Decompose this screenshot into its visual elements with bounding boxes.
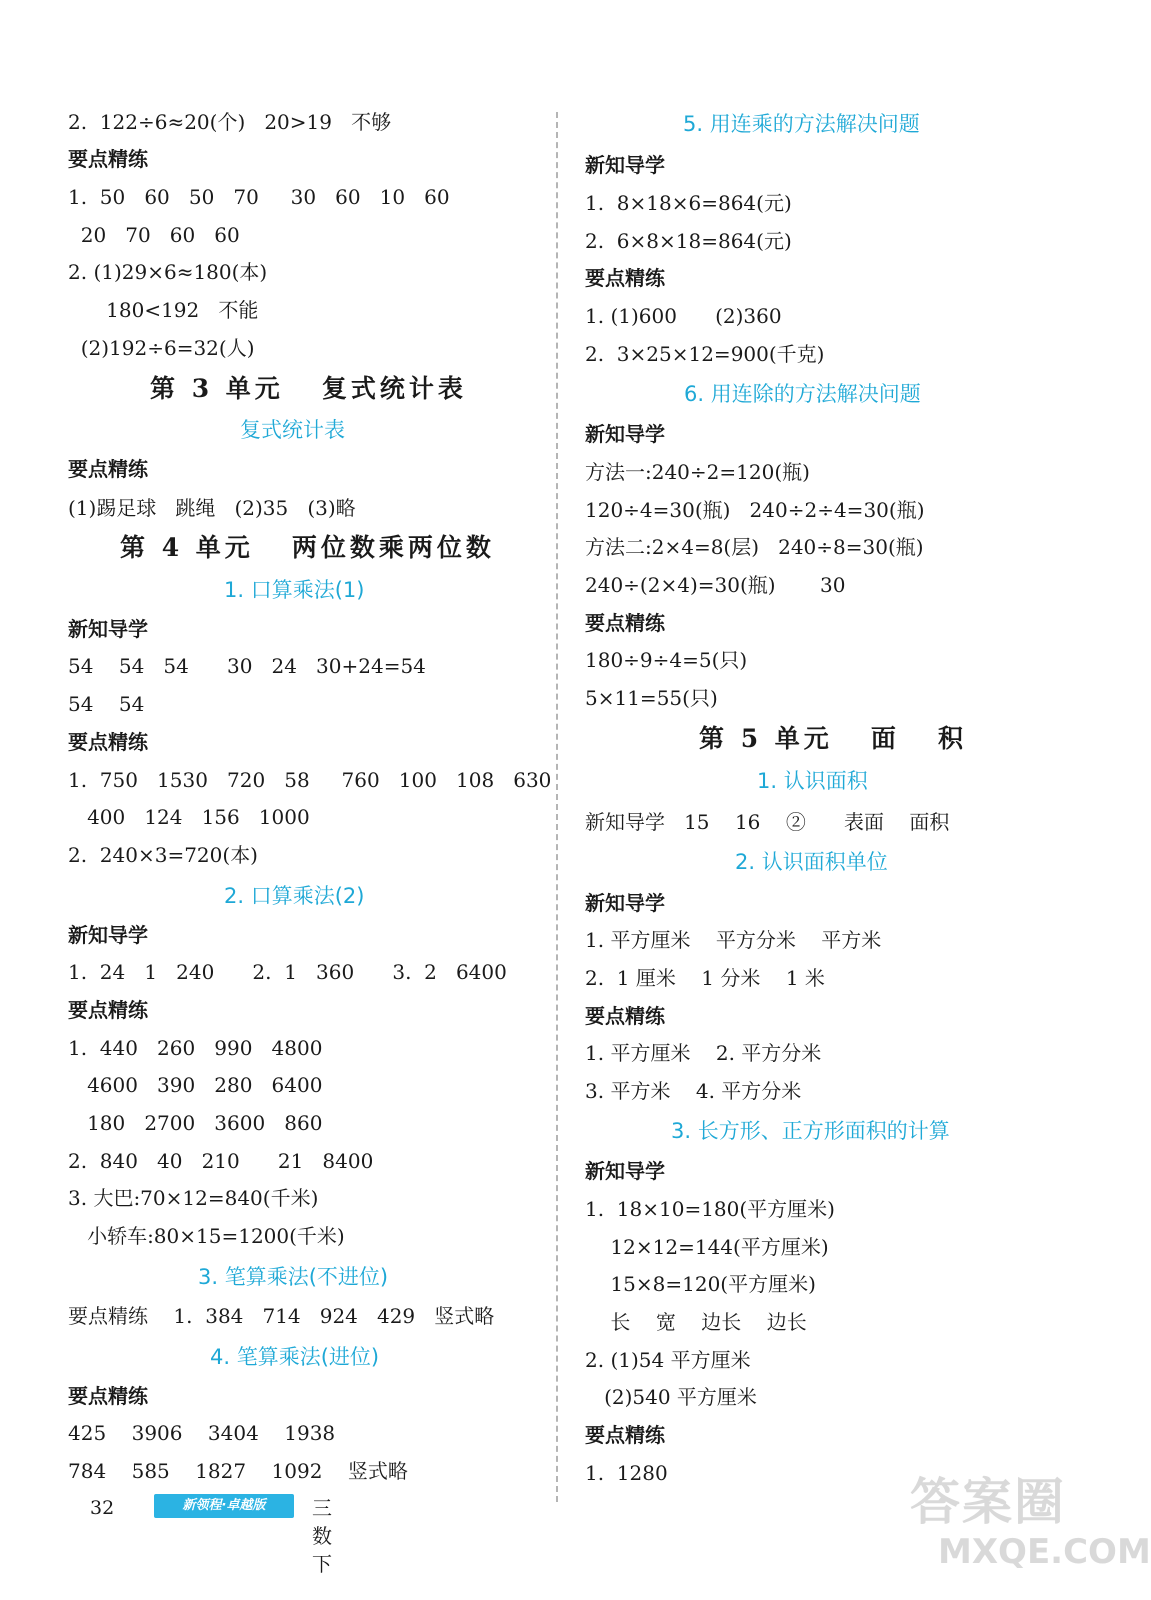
answer-line: 5×11=55(只)	[585, 686, 718, 710]
answer-line: 小轿车:80×15=1200(千米)	[68, 1224, 345, 1248]
answer-line: 新知导学 15 16 ② 表面 面积	[585, 810, 950, 834]
answer-line: 2. (1)54 平方厘米	[585, 1348, 751, 1372]
section-heading: 6. 用连除的方法解决问题	[684, 382, 921, 406]
answer-line: 2. 6×8×18=864(元)	[585, 229, 792, 253]
answer-line: 120÷4=30(瓶) 240÷2÷4=30(瓶)	[585, 498, 925, 522]
subheading-practice: 要点精练	[68, 730, 148, 754]
answer-line: 2. 240×3=720(本)	[68, 843, 258, 867]
answer-line: 2. 1 厘米 1 分米 1 米	[585, 966, 825, 990]
answer-line: (2)540 平方厘米	[585, 1385, 757, 1409]
subheading-new-knowledge: 新知导学	[585, 153, 665, 177]
answer-line: 1. 18×10=180(平方厘米)	[585, 1197, 835, 1221]
answer-line: 1. 440 260 990 4800	[68, 1036, 323, 1060]
answer-line: 长 宽 边长 边长	[585, 1310, 807, 1334]
column-divider	[556, 112, 558, 1502]
unit-title-3: 第 3 单元 复式统计表	[150, 374, 467, 403]
answer-line: 1. 平方厘米 平方分米 平方米	[585, 928, 882, 952]
answer-line: 54 54	[68, 692, 145, 716]
watermark-site-text: MXQE.COM	[938, 1532, 1151, 1572]
watermark-logo	[890, 1462, 1151, 1592]
unit-title-5: 第 5 单元 面 积	[699, 724, 968, 753]
answer-line: 方法二:2×4=8(层) 240÷8=30(瓶)	[585, 535, 924, 559]
answer-line: 1. (1)600 (2)360	[585, 304, 782, 328]
answer-line: 1. 8×18×6=864(元)	[585, 191, 792, 215]
answer-line: (1)踢足球 跳绳 (2)35 (3)略	[68, 496, 356, 520]
section-heading: 复式统计表	[240, 418, 345, 442]
answer-line: 180<192 不能	[68, 298, 259, 322]
answer-line: 3. 平方米 4. 平方分米	[585, 1079, 802, 1103]
subheading-new-knowledge: 新知导学	[585, 891, 665, 915]
grade-label: 三数下	[312, 1496, 332, 1576]
answer-line: 784 585 1827 1092 竖式略	[68, 1459, 408, 1483]
answer-line: 2. (1)29×6≈180(本)	[68, 260, 268, 284]
section-heading: 4. 笔算乘法(进位)	[210, 1345, 380, 1369]
page-number: 32	[90, 1497, 115, 1519]
answer-line: 4600 390 280 6400	[68, 1073, 323, 1097]
answer-line: 3. 大巴:70×12=840(千米)	[68, 1186, 319, 1210]
subheading-practice: 要点精练	[585, 611, 665, 635]
subheading-new-knowledge: 新知导学	[68, 923, 148, 947]
answer-line: 54 54 54 30 24 30+24=54	[68, 654, 426, 678]
unit-title-4: 第 4 单元 两位数乘两位数	[120, 533, 495, 562]
answer-line: 1. 平方厘米 2. 平方分米	[585, 1041, 822, 1065]
subheading-practice: 要点精练	[68, 998, 148, 1022]
section-heading: 5. 用连乘的方法解决问题	[683, 112, 920, 136]
section-heading: 3. 长方形、正方形面积的计算	[671, 1119, 950, 1143]
answer-line: 1. 750 1530 720 58 760 100 108 630	[68, 768, 552, 792]
section-heading: 2. 认识面积单位	[735, 850, 888, 874]
answer-line: 15×8=120(平方厘米)	[585, 1272, 816, 1296]
subheading-practice: 要点精练	[585, 266, 665, 290]
section-heading: 1. 口算乘法(1)	[224, 578, 365, 602]
answer-line: 20 70 60 60	[68, 223, 240, 247]
subheading-practice: 要点精练	[68, 147, 148, 171]
subheading-practice: 要点精练	[68, 1384, 148, 1408]
section-heading: 3. 笔算乘法(不进位)	[198, 1265, 389, 1289]
answer-line: 400 124 156 1000	[68, 805, 310, 829]
answer-line: 要点精练 1. 384 714 924 429 竖式略	[68, 1304, 495, 1328]
answer-line: 1. 24 1 240 2. 1 360 3. 2 6400	[68, 960, 507, 984]
answer-line: 12×12=144(平方厘米)	[585, 1235, 829, 1259]
answer-line: 1. 1280	[585, 1461, 668, 1485]
subheading-practice: 要点精练	[68, 457, 148, 481]
answer-line: 425 3906 3404 1938	[68, 1421, 336, 1445]
series-badge: 新领程·卓越版	[154, 1494, 294, 1518]
watermark-logo-text: 答案圈	[910, 1473, 1066, 1531]
answer-line: 2. 122÷6≈20(个) 20>19 不够	[68, 110, 392, 134]
answer-line: 方法一:240÷2=120(瓶)	[585, 460, 810, 484]
subheading-new-knowledge: 新知导学	[68, 617, 148, 641]
subheading-new-knowledge: 新知导学	[585, 422, 665, 446]
answer-line: 240÷(2×4)=30(瓶) 30	[585, 573, 846, 597]
answer-line: 2. 840 40 210 21 8400	[68, 1149, 374, 1173]
section-heading: 1. 认识面积	[757, 769, 868, 793]
subheading-practice: 要点精练	[585, 1004, 665, 1028]
subheading-new-knowledge: 新知导学	[585, 1159, 665, 1183]
answer-line: 180÷9÷4=5(只)	[585, 648, 748, 672]
answer-line: 2. 3×25×12=900(千克)	[585, 342, 825, 366]
answer-line: 180 2700 3600 860	[68, 1111, 323, 1135]
section-heading: 2. 口算乘法(2)	[224, 884, 365, 908]
answer-line: (2)192÷6=32(人)	[68, 336, 255, 360]
answer-line: 1. 50 60 50 70 30 60 10 60	[68, 185, 450, 209]
subheading-practice: 要点精练	[585, 1423, 665, 1447]
